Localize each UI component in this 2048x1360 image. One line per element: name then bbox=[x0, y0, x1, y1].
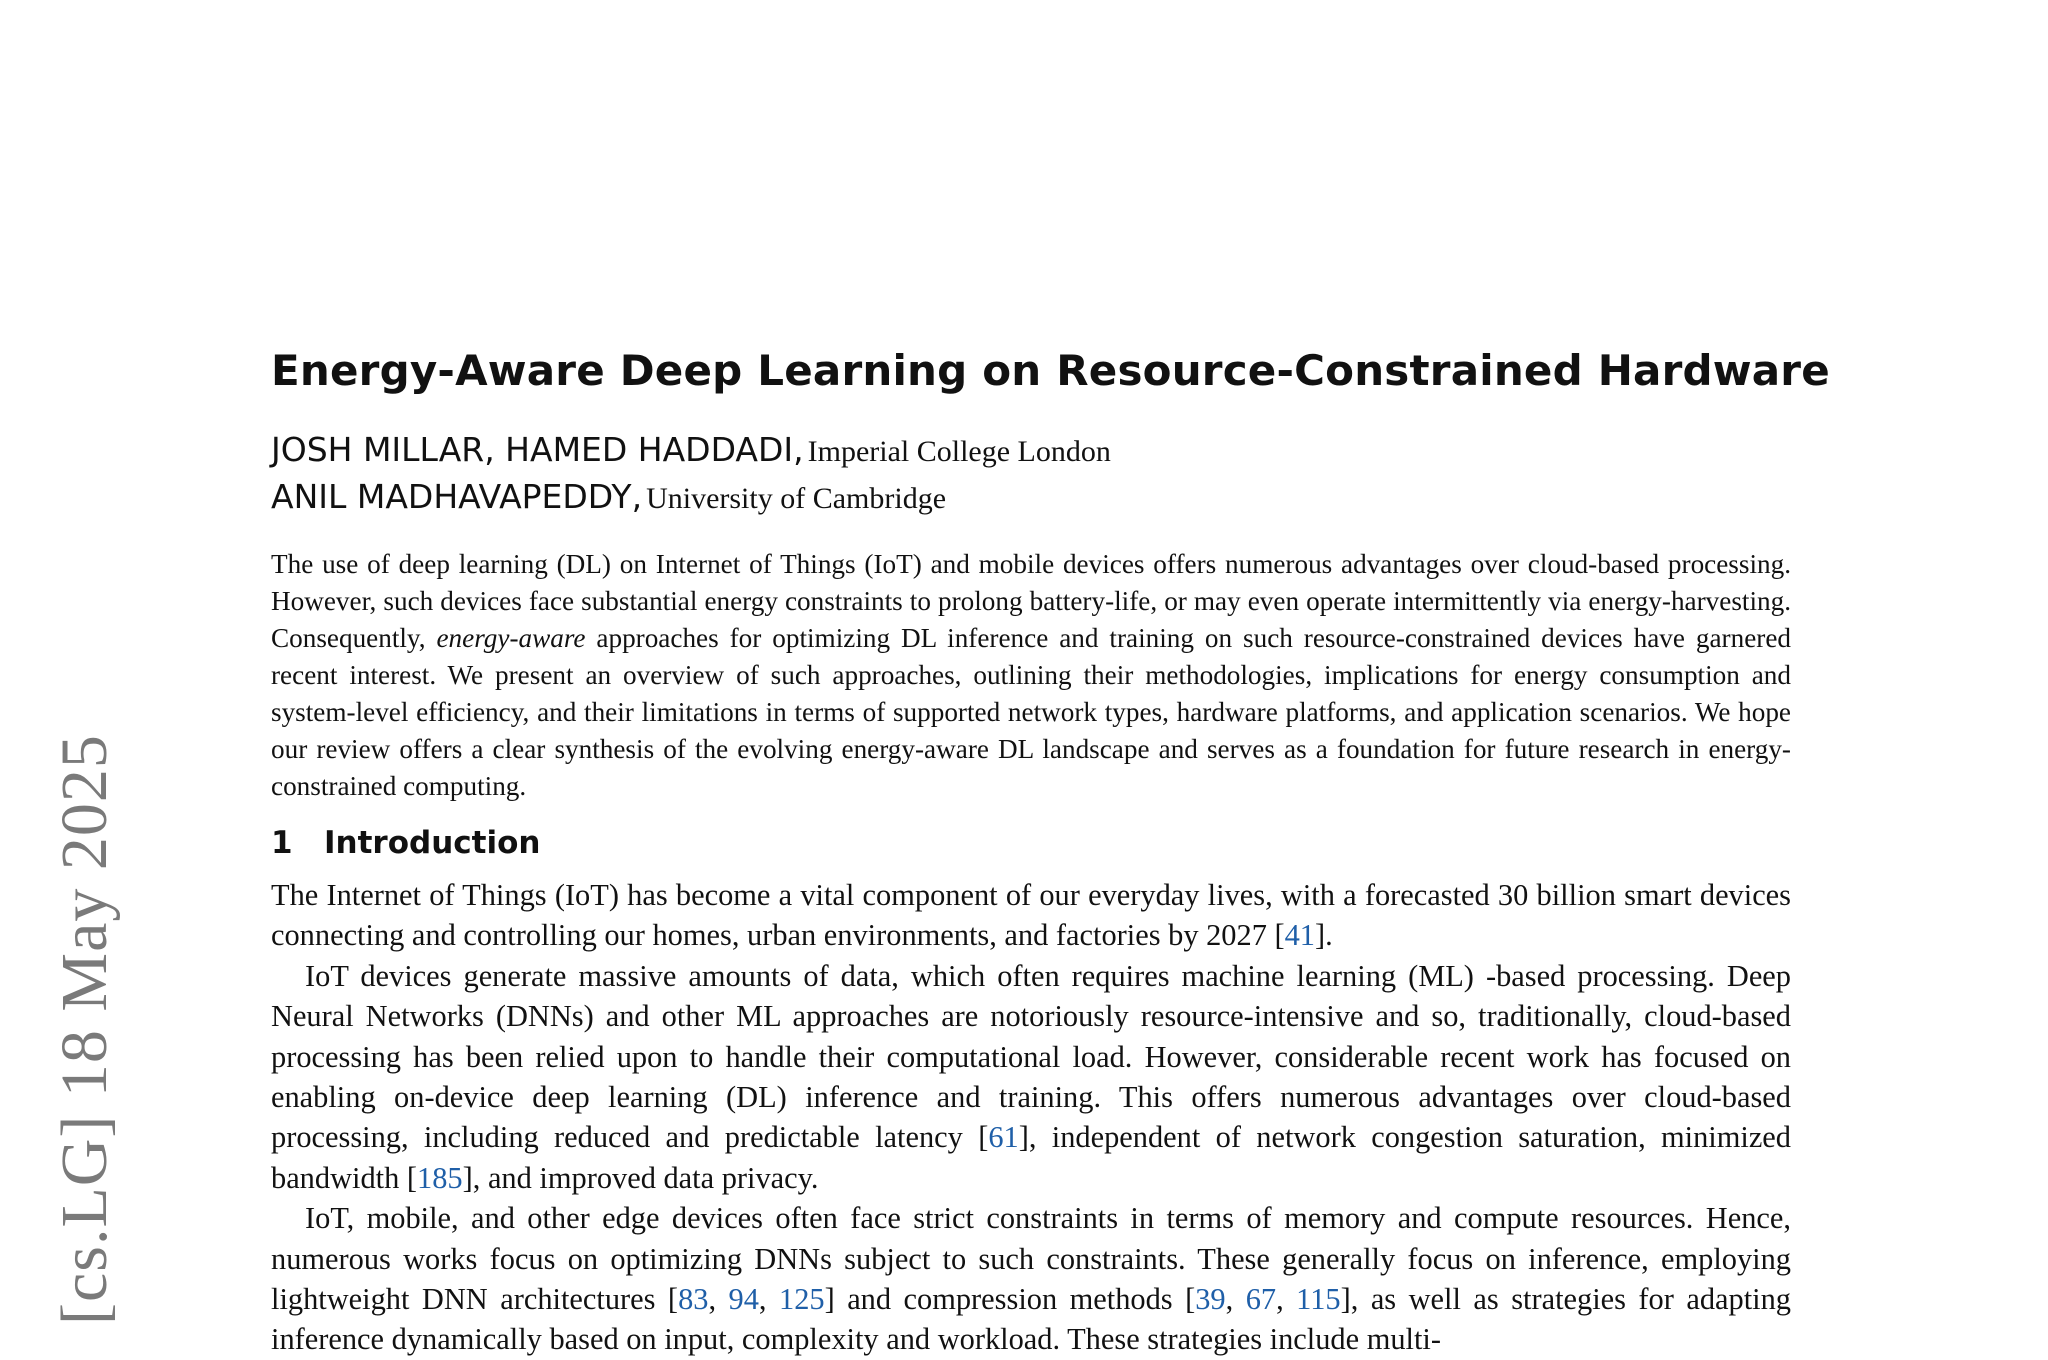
paragraph-text: IoT devices generate massive amounts of data, which often requires machine learning (ML) -based processing. Deep Neural Networks (DNNs) and other ML approaches are notoriously resource-intensive and so, traditionally, cloud-based processing has been relied upon to handle their computational load. However, considerable recent work has focused on enabling on-device deep learning (DL) inference and training. This offers numerous advantages over cloud-based processing, including reduced and predictable latency [ bbox=[271, 958, 1791, 1155]
paragraph-text: ] and compression methods [ bbox=[824, 1282, 1196, 1317]
section-title: Introduction bbox=[324, 825, 541, 861]
citation-link[interactable]: 83 bbox=[678, 1282, 709, 1317]
abstract bbox=[271, 546, 1791, 805]
body-paragraph bbox=[271, 875, 1791, 956]
author-line bbox=[271, 473, 1791, 520]
section-number: 1 bbox=[271, 825, 293, 861]
citation-separator: , bbox=[708, 1282, 729, 1317]
paragraph-text: ], as well as strategies for adapting inference dynamically based on input, complexity and workload. These strategies include multi- bbox=[271, 1282, 1791, 1357]
arxiv-stamp: [cs.LG] 18 May 2025 bbox=[48, 734, 121, 1325]
citation-link[interactable]: 61 bbox=[988, 1120, 1019, 1155]
citation-link[interactable]: 41 bbox=[1284, 918, 1315, 953]
abstract-text: The use of deep learning (DL) on Internet of Things (IoT) and mobile devices offers numerous advantages over cloud-based processing. However, such devices face substantial energy constraints to prolong battery-life, or may even operate intermittently via energy-harvesting. Consequently, bbox=[271, 549, 1791, 653]
paragraph-text: The Internet of Things (IoT) has become a vital component of our everyday lives, with a forecasted 30 billion smart devices connecting and controlling our homes, urban environments, and factories by 2027 [ bbox=[271, 878, 1791, 953]
paragraph-text: ], independent of network congestion saturation, minimized bandwidth [ bbox=[271, 1120, 1791, 1195]
paragraph-text: ]. bbox=[1315, 918, 1333, 953]
paper-content bbox=[271, 344, 1830, 1360]
abstract-text: approaches for optimizing DL inference and training on such resource-constrained devices have garnered recent interest. We present an overview of such approaches, outlining their methodologies, implications for energy consumption and system-level efficiency, and their limitations in terms of supported network types, hardware platforms, and application scenarios. We hope our review offers a clear synthesis of the evolving energy-aware DL landscape and serves as a foundation for future research in energy-constrained computing. bbox=[271, 623, 1791, 801]
author-affiliation: University of Cambridge bbox=[646, 482, 947, 515]
author-affiliation: Imperial College London bbox=[807, 435, 1111, 468]
author-line bbox=[271, 426, 1791, 473]
paragraph-text: ], and improved data privacy. bbox=[462, 1160, 819, 1195]
body-paragraph bbox=[271, 1198, 1791, 1360]
citation-link[interactable]: 94 bbox=[728, 1282, 759, 1317]
section-heading bbox=[271, 821, 1791, 865]
paper-title: Energy-Aware Deep Learning on Resource-Constrained Hardware bbox=[271, 346, 1830, 395]
citation-separator: , bbox=[758, 1282, 779, 1317]
citation-link[interactable]: 125 bbox=[779, 1282, 825, 1317]
citation-link[interactable]: 115 bbox=[1296, 1282, 1341, 1317]
citation-separator: , bbox=[1276, 1282, 1297, 1317]
author-names: JOSH MILLAR, HAMED HADDADI, bbox=[271, 430, 804, 469]
paragraph-text: IoT, mobile, and other edge devices often face strict constraints in terms of memory and compute resources. Hence, numerous works focus on optimizing DNNs subject to such constraints. These generally focus on inference, employing lightweight DNN architectures [ bbox=[271, 1201, 1791, 1317]
author-names: ANIL MADHAVAPEDDY, bbox=[271, 477, 643, 516]
citation-link[interactable]: 39 bbox=[1195, 1282, 1226, 1317]
citation-link[interactable]: 67 bbox=[1245, 1282, 1277, 1317]
citation-link[interactable]: 185 bbox=[417, 1160, 463, 1195]
body-paragraph bbox=[271, 956, 1791, 1198]
citation-separator: , bbox=[1225, 1282, 1246, 1317]
abstract-emphasis: energy-aware bbox=[436, 623, 586, 653]
author-block bbox=[271, 426, 1791, 520]
